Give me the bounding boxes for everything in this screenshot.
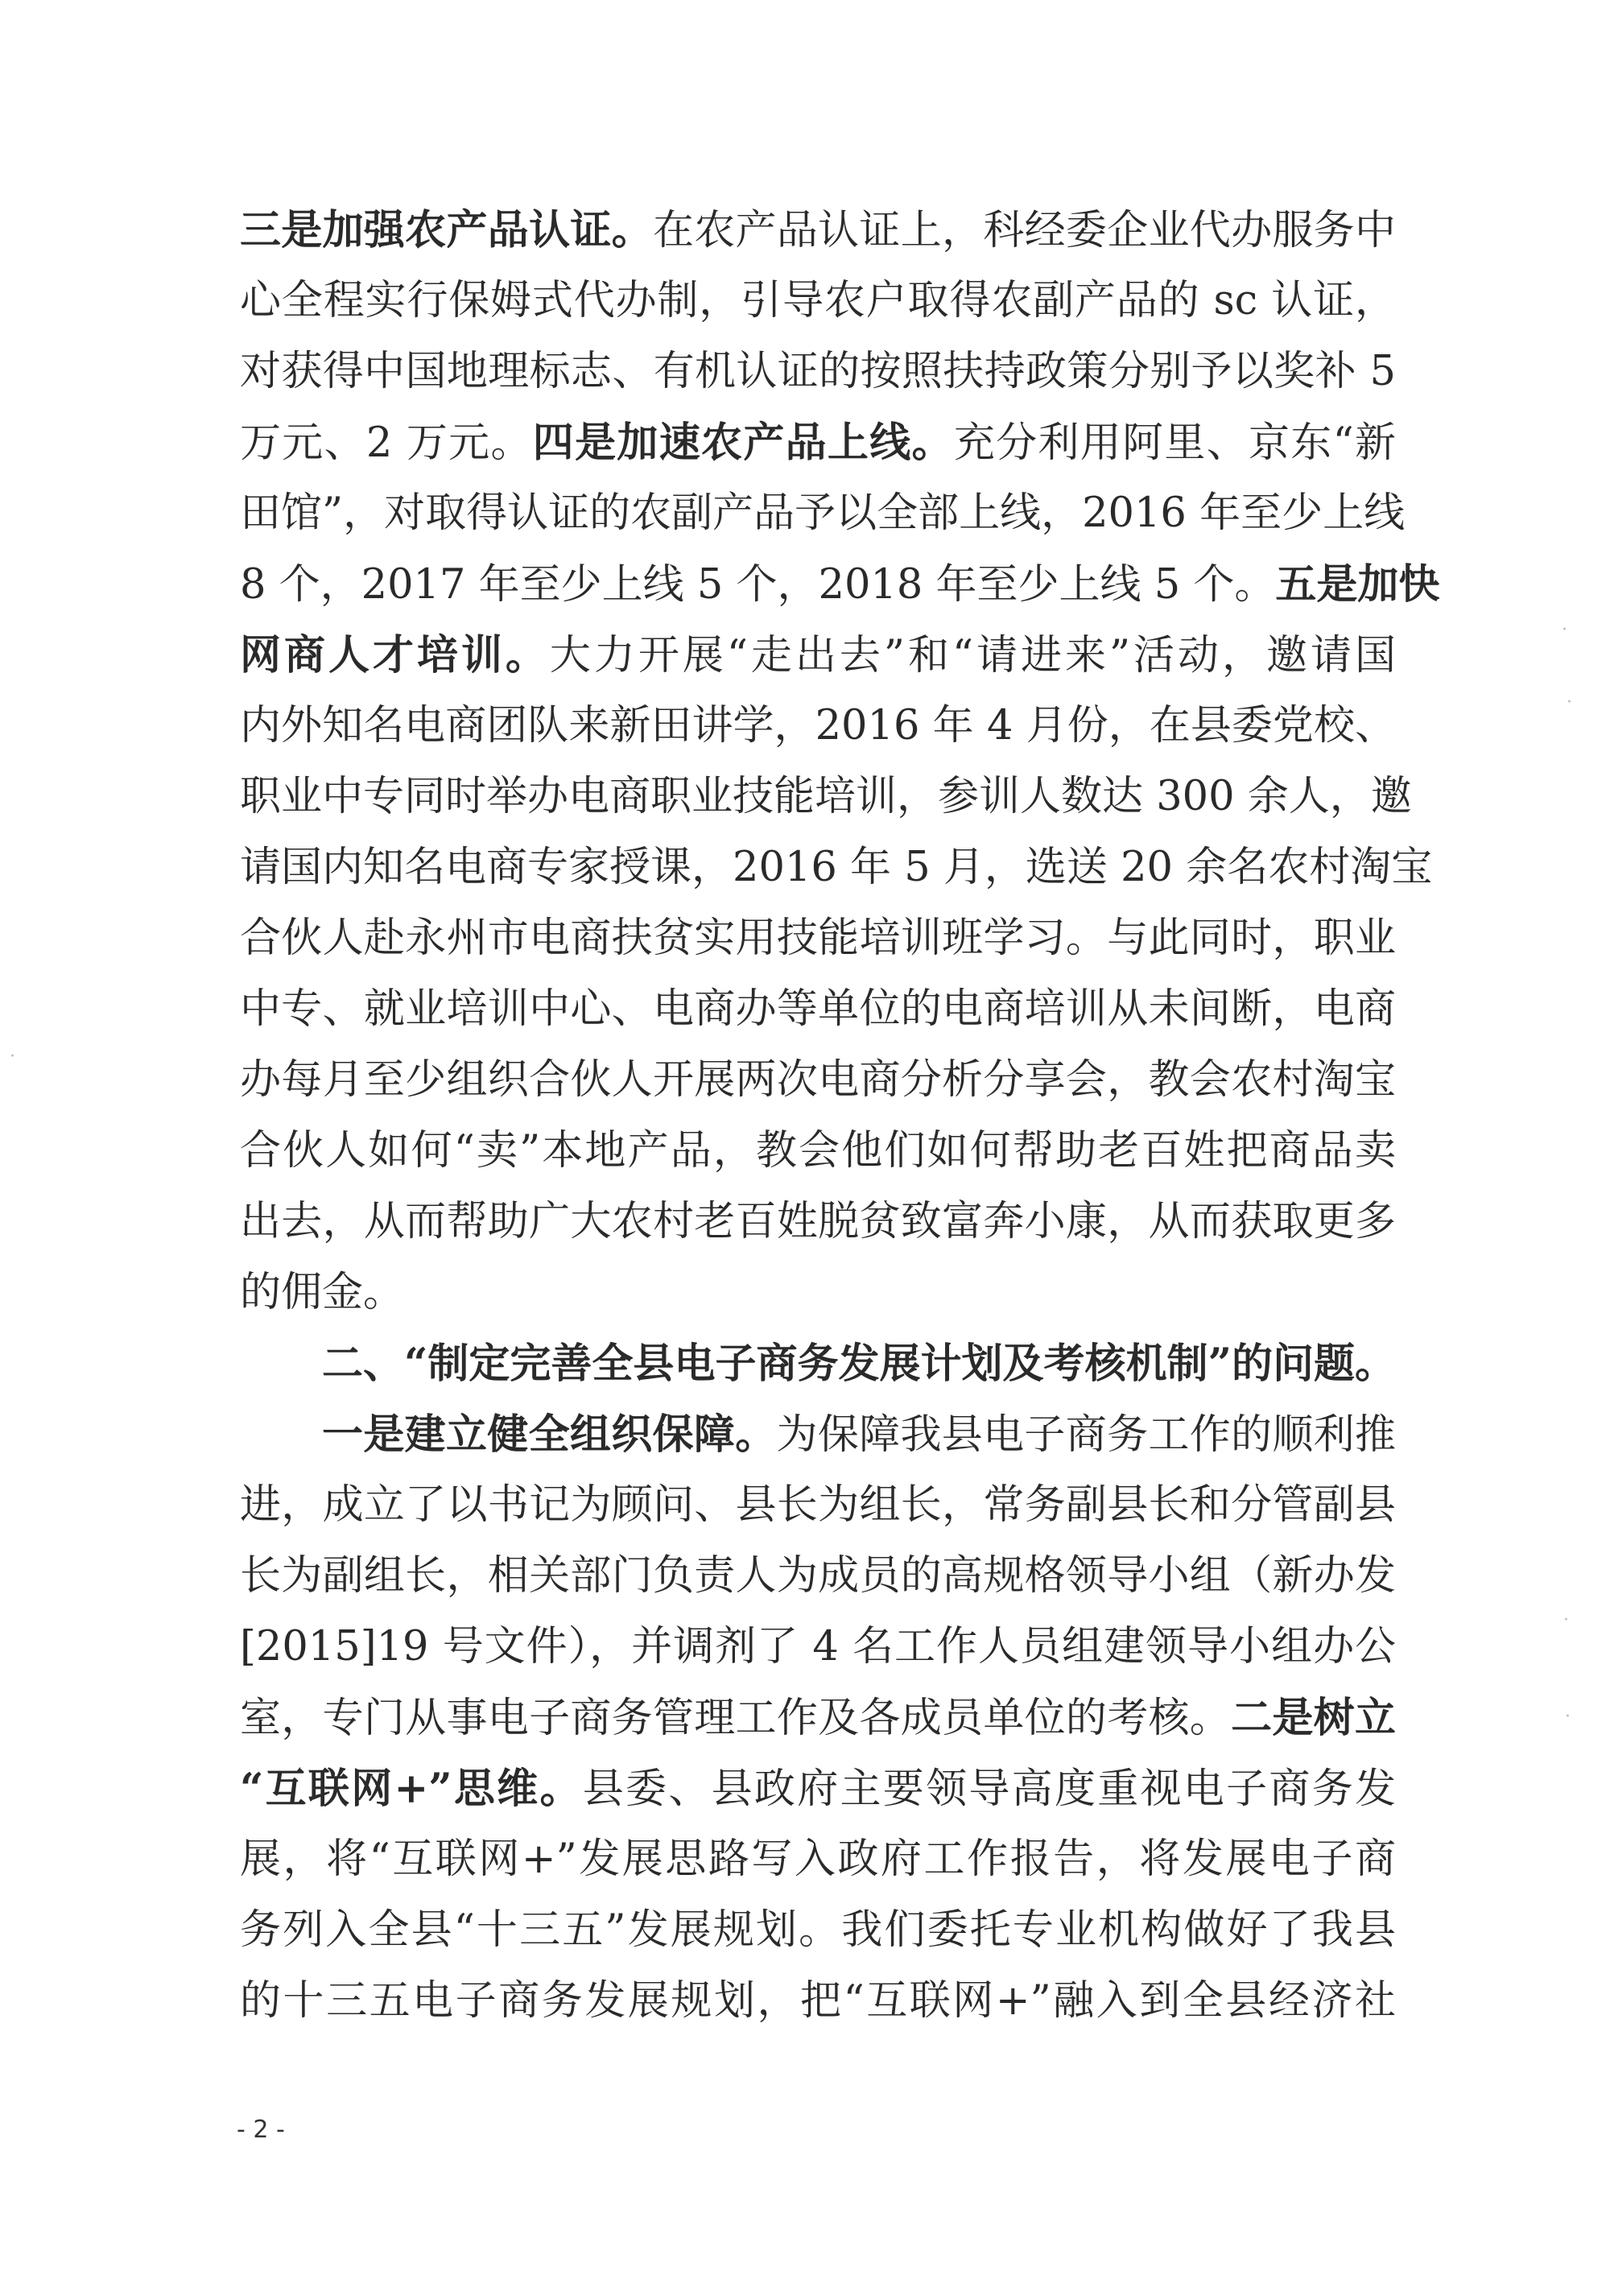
text-segment: 田馆”，对取得认证的农副产品予以全部上线，2016 年至少上线 bbox=[240, 489, 1406, 537]
text-segment: 职业中专同时举办电商职业技能培训，参训人数达 300 余人，邀 bbox=[240, 773, 1412, 820]
text-line bbox=[240, 478, 1406, 549]
text-line bbox=[240, 549, 1440, 620]
bold-phrase: 二是树立 bbox=[1231, 1694, 1396, 1742]
text-line bbox=[240, 1966, 1396, 2037]
text-line bbox=[240, 1470, 1396, 1541]
text-segment: 大力开展“走出去”和“请进来”活动，邀请国 bbox=[549, 632, 1396, 679]
text-segment: 办每月至少组织合伙人开展两次电商分析分享会，教会农村淘宝 bbox=[240, 1056, 1396, 1104]
text-line bbox=[240, 1187, 1396, 1257]
scan-speck: · bbox=[1562, 620, 1567, 640]
text-segment: 合伙人赴永州市电商扶贫实用技能培训班学习。与此同时，职业 bbox=[240, 915, 1396, 962]
document-body bbox=[240, 195, 1440, 2037]
text-line bbox=[240, 1612, 1396, 1683]
text-line bbox=[240, 620, 1396, 691]
text-segment: 进，成立了以书记为顾问、县长为组长，常务副县长和分管副县 bbox=[240, 1481, 1396, 1529]
text-line bbox=[240, 1257, 1396, 1328]
text-line bbox=[240, 903, 1396, 974]
text-line bbox=[240, 1328, 1396, 1399]
text-segment: 对获得中国地理标志、有机认证的按照扶持政策分别予以奖补 5 bbox=[240, 348, 1396, 395]
text-segment: 的十三五电子商务发展规划，把“互联网+”融入到全县经济社 bbox=[240, 1977, 1396, 2025]
scan-speck: · bbox=[1565, 1707, 1571, 1727]
bold-phrase: 四是加速农产品上线。 bbox=[532, 419, 954, 467]
text-line bbox=[240, 1045, 1396, 1116]
text-line bbox=[240, 195, 1396, 266]
scan-speck: · bbox=[1563, 1610, 1569, 1630]
text-line bbox=[240, 691, 1396, 762]
text-segment: 务列入全县“十三五”发展规划。我们委托专业机构做好了我县 bbox=[240, 1906, 1396, 1954]
bold-phrase: 二、“制定完善全县电子商务发展计划及考核机制”的问题。 bbox=[322, 1340, 1396, 1388]
text-line bbox=[240, 407, 1396, 478]
text-line bbox=[240, 1753, 1396, 1824]
scan-speck: · bbox=[1567, 692, 1572, 712]
text-line bbox=[240, 1895, 1396, 1966]
text-segment: 心全程实行保姆式代办制，引导农户取得农副产品的 sc 认证， bbox=[240, 277, 1396, 324]
scan-speck: · bbox=[10, 1047, 15, 1067]
text-line bbox=[240, 1116, 1396, 1187]
page-number: - 2 - bbox=[237, 2116, 285, 2144]
text-segment: 万元、2 万元。 bbox=[240, 419, 533, 467]
bold-phrase: 网商人才培训。 bbox=[240, 631, 550, 679]
text-segment: 充分利用阿里、京东“新 bbox=[953, 419, 1396, 467]
text-segment: 县委、县政府主要领导高度重视电子商务发 bbox=[582, 1765, 1396, 1813]
text-line bbox=[240, 1399, 1396, 1470]
bold-phrase: 五是加快 bbox=[1275, 560, 1440, 609]
text-line bbox=[240, 974, 1396, 1045]
text-line bbox=[240, 762, 1412, 832]
text-segment: 内外知名电商团队来新田讲学，2016 年 4 月份，在县委党校、 bbox=[240, 702, 1396, 750]
bold-phrase: “互联网+”思维。 bbox=[240, 1765, 583, 1813]
text-line bbox=[240, 1824, 1396, 1895]
text-segment: 为保障我县电子商务工作的顺利推 bbox=[776, 1411, 1396, 1459]
bold-phrase: 三是加强农产品认证。 bbox=[240, 206, 653, 254]
text-segment: 展，将“互联网+”发展思路写入政府工作报告，将发展电子商 bbox=[240, 1836, 1396, 1883]
text-line bbox=[240, 266, 1396, 337]
text-segment: 合伙人如何“卖”本地产品，教会他们如何帮助老百姓把商品卖 bbox=[240, 1127, 1396, 1175]
text-segment: 室，专门从事电子商务管理工作及各成员单位的考核。 bbox=[240, 1695, 1232, 1742]
text-segment: 在农产品认证上，科经委企业代办服务中 bbox=[652, 207, 1396, 254]
text-segment: 的佣金。 bbox=[240, 1269, 405, 1316]
text-segment: [2015]19 号文件），并调剂了 4 名工作人员组建领导小组办公 bbox=[240, 1623, 1396, 1670]
text-line bbox=[240, 1541, 1396, 1612]
text-segment: 中专、就业培训中心、电商办等单位的电商培训从未间断，电商 bbox=[240, 985, 1396, 1033]
text-segment: 请国内知名电商专家授课，2016 年 5 月，选送 20 余名农村淘宝 bbox=[240, 844, 1433, 891]
text-segment: 出去，从而帮助广大农村老百姓脱贫致富奔小康，从而获取更多 bbox=[240, 1198, 1396, 1245]
text-segment: 长为副组长，相关部门负责人为成员的高规格领导小组（新办发 bbox=[240, 1552, 1396, 1600]
text-line bbox=[240, 337, 1396, 407]
text-line bbox=[240, 1683, 1396, 1753]
text-line bbox=[240, 832, 1433, 903]
text-segment: 8 个，2017 年至少上线 5 个，2018 年至少上线 5 个。 bbox=[240, 561, 1276, 609]
bold-phrase: 一是建立健全组织保障。 bbox=[322, 1410, 777, 1459]
